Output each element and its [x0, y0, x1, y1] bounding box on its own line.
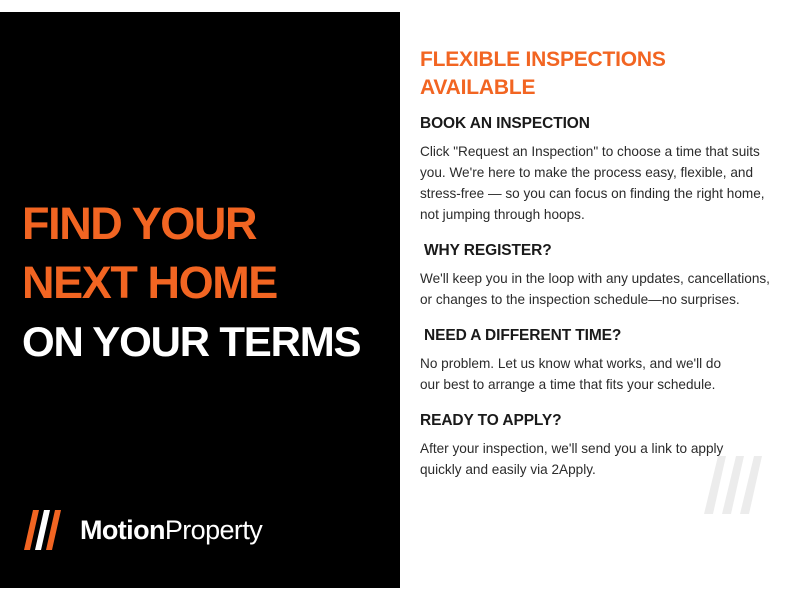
section-why-register [420, 241, 774, 310]
section-need-a-different-time [420, 326, 774, 395]
section-body: No problem. Let us know what works, and we'll do our best to arrange a time that fits your schedule. [420, 356, 722, 392]
hero-line-1: FIND YOUR [22, 198, 257, 249]
section-title: WHY REGISTER? [424, 242, 552, 259]
section-ready-to-apply [420, 411, 774, 480]
section-book-an-inspection [420, 114, 774, 225]
brand-wordmark [80, 515, 262, 546]
section-body: After your inspection, we'll send you a link to apply quickly and easily via 2Apply. [420, 441, 724, 477]
hero-line-3: ON YOUR TERMS [22, 318, 361, 365]
hero-headline [22, 194, 392, 371]
section-title: NEED A DIFFERENT TIME? [424, 327, 622, 344]
section-body: We'll keep you in the loop with any updates, cancellations, or changes to the inspection schedule—no surprises. [420, 271, 770, 307]
section-title: BOOK AN INSPECTION [420, 115, 590, 132]
brand-name-secondary: Property [164, 514, 263, 545]
page-title: FLEXIBLE INSPECTIONS AVAILABLE [420, 48, 666, 99]
section-body: Click "Request an Inspection" to choose a time that suits you. We're here to make the process easy, flexible, and stress-free — so you can focus on finding the right home, not jumping through hoops. [420, 144, 765, 222]
brand-name-primary: Motion [80, 514, 165, 545]
section-title: READY TO APPLY? [420, 412, 562, 429]
motion-property-logo-icon [24, 510, 70, 550]
hero-line-2: NEXT HOME [22, 257, 277, 308]
hero-panel [0, 12, 400, 588]
info-panel [400, 0, 800, 600]
brand-logo [24, 510, 262, 550]
